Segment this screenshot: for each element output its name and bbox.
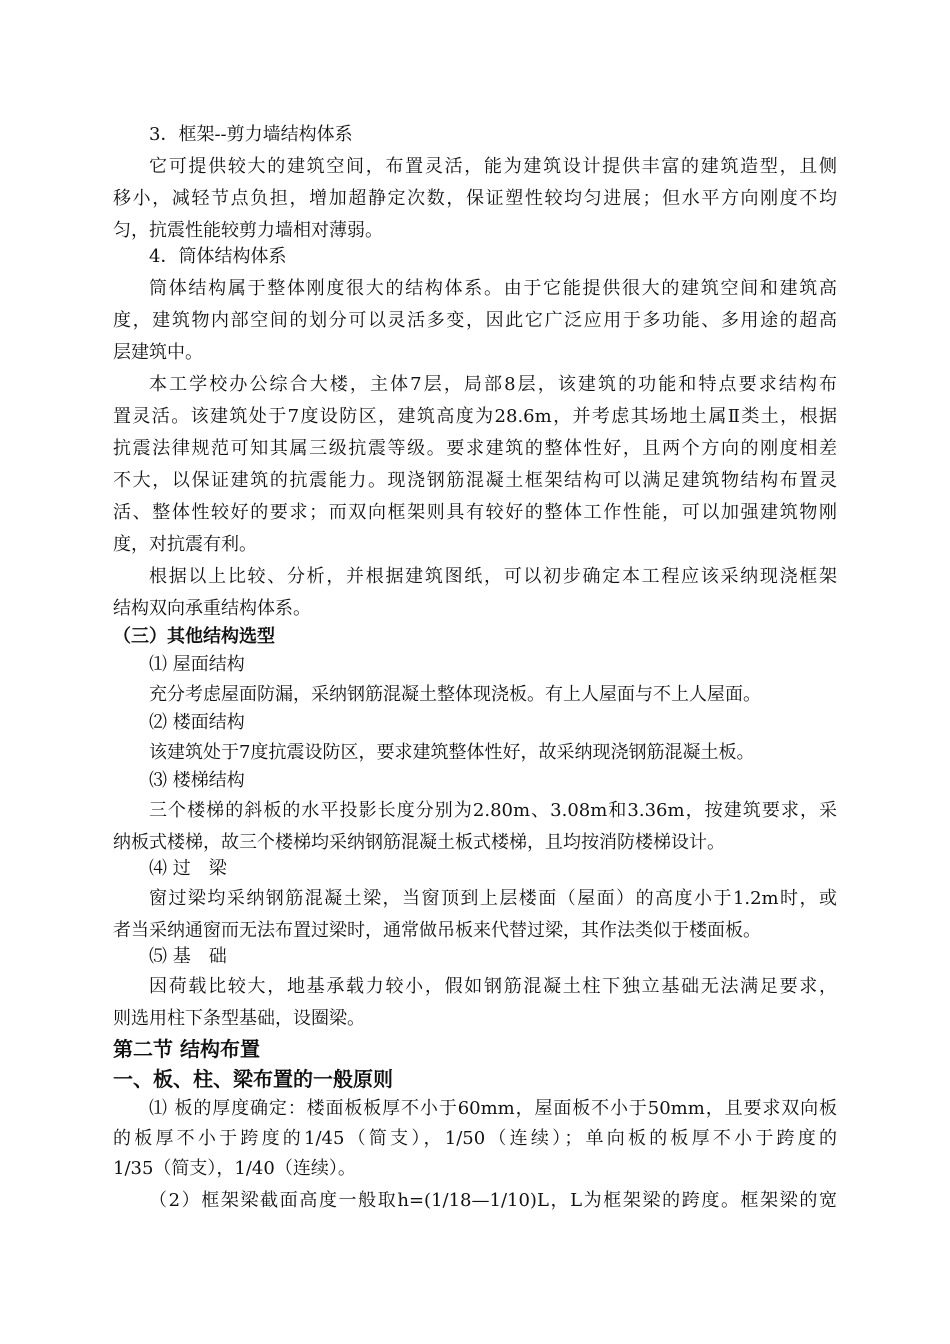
paragraph-line: 移小，减轻节点负担，增加超静定次数，保证塑性较均匀进展；但水平方向刚度不均: [113, 188, 837, 209]
paragraph-line: 活、整体性较好的要求；而双向框架则具有较好的整体工作性能，可以加强建筑物刚: [113, 502, 837, 523]
paragraph-line: 结构双向承重结构体系。: [113, 598, 311, 619]
section-heading-other-structures: （三）其他结构选型: [113, 626, 275, 647]
paragraph-line: 层建筑中。: [113, 342, 203, 363]
paragraph-line: 它可提供较大的建筑空间，布置灵活，能为建筑设计提供丰富的建筑造型，且侧: [149, 156, 837, 177]
paragraph-line: 度，建筑物内部空间的划分可以灵活多变，因此它广泛应用于多功能、多用途的超高: [113, 310, 837, 331]
paragraph-line: 充分考虑屋面防漏，采纳钢筋混凝土整体现浇板。有上人屋面与不上人屋面。: [149, 684, 761, 705]
paragraph-line: 三个楼梯的斜板的水平投影长度分别为2.80m、3.08m和3.36m，按建筑要求，采: [149, 800, 837, 821]
paragraph-line: 者当采纳通窗而无法布置过梁时，通常做吊板来代替过梁，其作法类似于楼面板。: [113, 920, 761, 941]
heading-frame-shear-wall: 3．框架--剪力墙结构体系: [149, 124, 353, 145]
paragraph-line: 度，对抗震有利。: [113, 534, 257, 555]
paragraph-line: 筒体结构属于整体刚度很大的结构体系。由于它能提供很大的建筑空间和建筑高: [149, 278, 837, 299]
item-heading-lintel: ⑷ 过 梁: [149, 858, 227, 879]
paragraph-line: 置灵活。该建筑处于7度设防区，建筑高度为28.6m，并考虑其场地土属Ⅱ类土，根据: [113, 406, 837, 427]
paragraph-line: 本工学校办公综合大楼，主体7层，局部8层，该建筑的功能和特点要求结构布: [149, 374, 837, 395]
item-heading-stairs: ⑶ 楼梯结构: [149, 770, 245, 791]
heading-tube-structure: 4．筒体结构体系: [149, 246, 287, 267]
paragraph-line: 不大，以保证建筑的抗震能力。现浇钢筋混凝土框架结构可以满足建筑物结构布置灵: [113, 470, 837, 491]
paragraph-line: 的板厚不小于跨度的1/45（简支），1/50（连续）；单向板的板厚不小于跨度的: [113, 1128, 837, 1149]
paragraph-line: 该建筑处于7度抗震设防区，要求建筑整体性好，故采纳现浇钢筋混凝土板。: [149, 742, 755, 763]
section-heading-structural-layout: 第二节 结构布置: [113, 1037, 260, 1061]
paragraph-line: 匀，抗震性能较剪力墙相对薄弱。: [113, 220, 383, 241]
item-heading-floor: ⑵ 楼面结构: [149, 712, 245, 733]
paragraph-line: 窗过梁均采纳钢筋混凝土梁，当窗顶到上层楼面（屋面）的高度小于1.2m时，或: [149, 888, 837, 909]
paragraph-line: 因荷载比较大，地基承载力较小，假如钢筋混凝土柱下独立基础无法满足要求，: [149, 976, 837, 997]
paragraph-line: 则选用柱下条型基础，设圈梁。: [113, 1008, 365, 1029]
paragraph-line: 纳板式楼梯，故三个楼梯均采纳钢筋混凝土板式楼梯，且均按消防楼梯设计。: [113, 832, 725, 853]
item-heading-roof: ⑴ 屋面结构: [149, 654, 245, 675]
item-heading-foundation: ⑸ 基 础: [149, 946, 227, 967]
paragraph-line: 根据以上比较、分析，并根据建筑图纸，可以初步确定本工程应该采纳现浇框架: [149, 566, 837, 587]
paragraph-line: 1/35（简支），1/40（连续）。: [113, 1158, 356, 1179]
subsection-heading-principles: 一、板、柱、梁布置的一般原则: [113, 1067, 393, 1091]
paragraph-line: （2）框架梁截面高度一般取h=(1/18—1/10)L，L为框架梁的跨度。框架梁的宽: [149, 1190, 837, 1211]
paragraph-line: 抗震法律规范可知其属三级抗震等级。要求建筑的整体性好，且两个方向的刚度相差: [113, 438, 837, 459]
paragraph-line: ⑴ 板的厚度确定：楼面板板厚不小于60mm，屋面板不小于50mm，且要求双向板: [149, 1098, 837, 1119]
